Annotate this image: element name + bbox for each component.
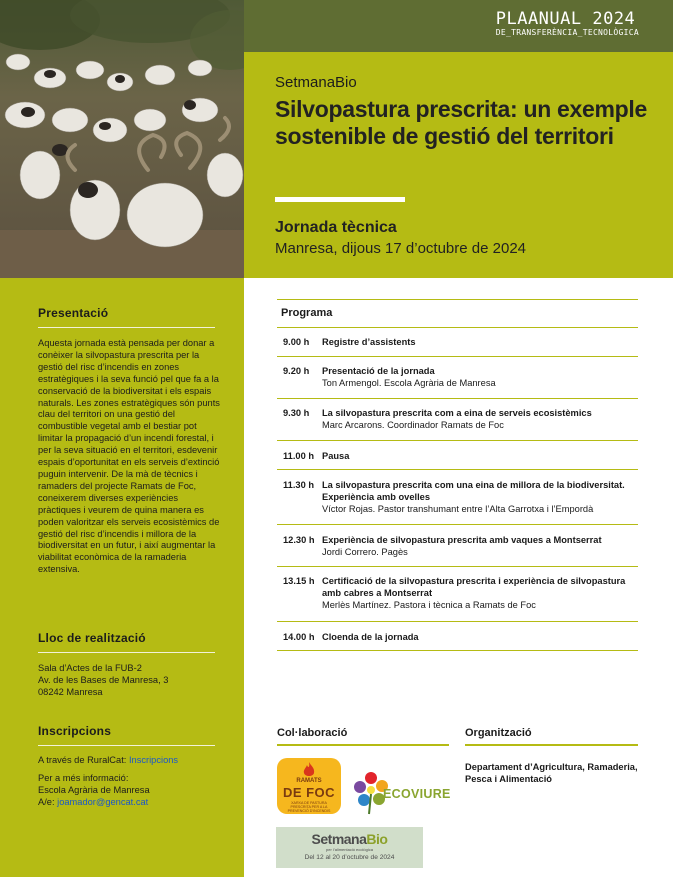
slot-title: Presentació de la jornada	[322, 366, 435, 376]
lloc-line-2: Av. de les Bases de Manresa, 3	[38, 674, 169, 685]
slot-title: La silvopastura prescrita com a eina de serveis ecosistèmics	[322, 408, 592, 418]
programa-rule	[277, 356, 638, 357]
programa-rule	[277, 621, 638, 622]
ramats-de-foc-logo	[277, 758, 341, 814]
pla-anual-logo-main: PLAANUAL 2024	[495, 9, 636, 29]
pla-anual-logo	[496, 10, 639, 38]
info-org: Escola Agrària de Manresa	[38, 784, 150, 795]
page-title: Silvopastura prescrita: un exemple sostenible de gestió del territori	[275, 96, 647, 149]
organitzacio-name: Departament d’Agricultura, Ramaderia, Pesca i Alimentació	[465, 762, 638, 784]
slot-title: Certificació de la silvopastura prescrita i experiència de silvopastura amb cabres a Montserrat	[322, 576, 626, 598]
info-label: Per a més informació:	[38, 773, 129, 783]
organitzacio-heading: Organització	[465, 727, 532, 739]
flame-icon	[302, 762, 316, 778]
goats-herd-photo	[0, 0, 244, 278]
contact-info	[38, 773, 220, 809]
setmanabio-dates: Del 12 al 20 d’octubre de 2024	[304, 854, 395, 861]
setmanabio-logo	[276, 827, 423, 868]
presentacio-heading: Presentació	[38, 306, 109, 320]
event-date: Manresa, dijous 17 d’octubre de 2024	[275, 240, 527, 257]
setmanabio-word-2: Bio	[366, 831, 388, 847]
slot-time: 11.30 h	[283, 480, 315, 490]
programa-rule	[277, 524, 638, 525]
slot-speaker: Víctor Rojas. Pastor transhumant entre l’Alta Garrotxa i l’Empordà	[322, 504, 594, 514]
email-line	[38, 797, 220, 809]
sidebar	[0, 278, 244, 877]
programa-rule	[277, 650, 638, 651]
inscripcions-heading: Inscripcions	[38, 724, 112, 738]
programa-rule	[277, 440, 638, 441]
programa-rule	[277, 566, 638, 567]
slot-time: 9.30 h	[283, 408, 310, 418]
lloc-line-3: 08242 Manresa	[38, 686, 103, 697]
inscripcions-line	[38, 755, 220, 767]
programa-rule-head	[277, 327, 638, 328]
organitzacio-divider	[465, 744, 638, 746]
email-label: A/e:	[38, 796, 55, 807]
hero-banner	[244, 52, 673, 278]
slot-time: 11.00 h	[283, 451, 315, 461]
slot-time: 9.20 h	[283, 366, 310, 376]
setmanabio-sub: per l’alimentació ecològica	[326, 847, 373, 852]
slot-speaker: Jordi Correro. Pagès	[322, 547, 408, 557]
slot-title: Pausa	[322, 451, 350, 461]
ramats-top: RAMATS	[296, 778, 322, 784]
inscripcions-divider	[38, 745, 215, 746]
title-divider	[275, 197, 405, 202]
inscripcions-link[interactable]: Inscripcions	[128, 755, 179, 765]
slot-time: 12.30 h	[283, 535, 315, 545]
lloc-divider	[38, 652, 215, 653]
slot-speaker: Ton Armengol. Escola Agrària de Manresa	[322, 378, 496, 388]
kicker-label: SetmanaBio	[275, 74, 357, 91]
event-type: Jornada tècnica	[275, 219, 397, 236]
programa-heading: Programa	[281, 307, 333, 319]
lloc-heading: Lloc de realització	[38, 631, 146, 645]
top-bar	[244, 0, 673, 52]
presentacio-divider	[38, 327, 215, 328]
slot-title: La silvopastura prescrita com una eina de millora de la biodiversitat. Experiència amb ovelles	[322, 480, 625, 502]
ramats-name: DE FOC	[282, 785, 336, 800]
slot-time: 13.15 h	[283, 576, 315, 586]
collaboracio-heading: Col·laboració	[277, 727, 348, 739]
lloc-address	[38, 663, 220, 699]
inscripcions-prefix: A través de RuralCat:	[38, 755, 127, 765]
lloc-line-1: Sala d’Actes de la FUB-2	[38, 663, 142, 673]
setmanabio-wordmark	[276, 831, 423, 847]
slot-speaker: Merlès Martínez. Pastora i tècnica a Ramats de Foc	[322, 600, 536, 610]
presentacio-text: Aquesta jornada està pensada per donar a conèixer la silvopastura prescrita per la gestió del risc d’incendis en zones estratègiques i la seva funció pel que fa a la conservació de la biodiversitat i els espais naturals. Les zones estratègiques són punts clau del territori on una gestió del combustible vegetal amb el bestiar pot limitar la propagació d’un incendi forestal, i per la seva situació en el territori, esdevenir espais d’oportunitat en els serveis d’extinció puguin intervenir. De la mà de tècnics i ramaders del projecte Ramats de Foc, coneixerem diverses experiències pràctiques i veurem de quina manera es poden valoritzar els serveis ecosistèmics de gestió del risc d’incendis i millora de la biodiversitat en un futur, i així augmentar la viabilitat econòmica de la ramaderia extensiva.	[38, 338, 220, 575]
slot-time: 9.00 h	[283, 337, 310, 347]
slot-title: Cloenda de la jornada	[322, 632, 419, 642]
slot-title: Registre d’assistents	[322, 337, 416, 347]
ramats-tagline: XARXA DE PASTURA PRESCRITA PER A LA PREVENCIÓ D’INCENDIS	[287, 801, 331, 813]
setmanabio-word-1: Setmana	[311, 831, 367, 847]
ecoviure-logo	[353, 768, 453, 818]
slot-speaker: Marc Arcarons. Coordinador Ramats de Foc	[322, 420, 504, 430]
programa-rule-top	[277, 299, 638, 300]
collaboracio-divider	[277, 744, 449, 746]
ecoviure-text: ECOVIURE	[383, 787, 451, 801]
programa-rule	[277, 398, 638, 399]
pla-anual-logo-sub: DE_TRANSFERÈNCIA_TECNOLÒGICA	[495, 28, 639, 37]
programa-rule	[277, 469, 638, 470]
slot-time: 14.00 h	[283, 632, 315, 642]
slot-title: Experiència de silvopastura prescrita amb vaques a Montserrat	[322, 535, 602, 545]
email-link[interactable]: joamador@gencat.cat	[57, 796, 149, 807]
